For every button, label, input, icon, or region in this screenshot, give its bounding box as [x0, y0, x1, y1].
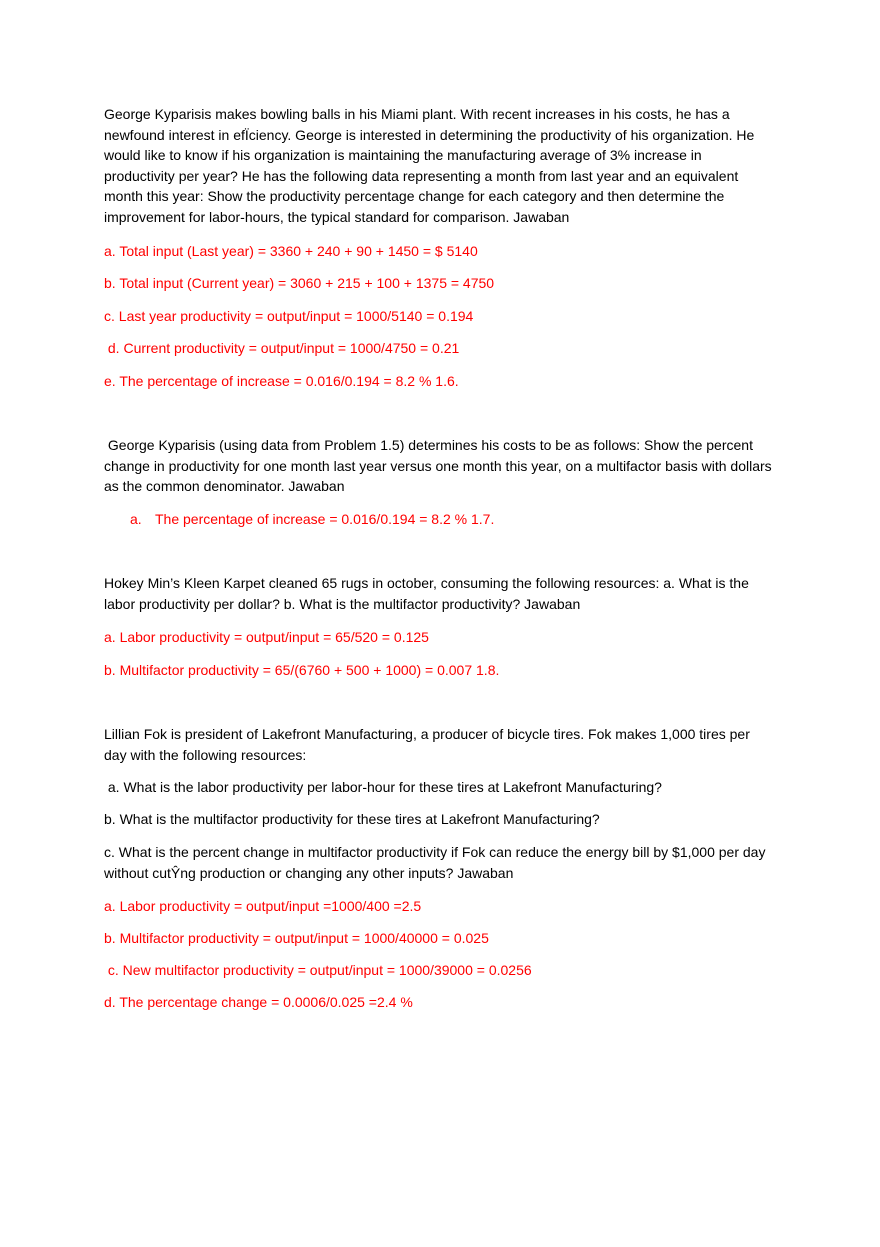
problem-3-answer-b: b. Multifactor productivity = 65/(6760 + 500 + 1000) = 0.007 1.8.	[104, 662, 500, 678]
problem-4-answer-a: a. Labor productivity = output/input =1000/400 =2.5	[104, 898, 422, 914]
problem-1-answer-a: a. Total input (Last year) = 3360 + 240 + 90 + 1450 = $ 5140	[104, 243, 478, 259]
problem-1-question: George Kyparisis makes bowling balls in his Miami plant. With recent increases in his costs, he has a newfound interest in efÏciency. George is interested in determining the productivity of his organization. He would like to know if his organization is maintaining the manufacturing average of 3% increase in productivity per year? He has the following data representing a month from last year and an equivalent month this year: Show the productivity percentage change for each category and then determine the improvement for labor-hours, the typical standard for comparison. Jawaban	[104, 106, 755, 225]
problem-4-sub-question-c: c. What is the percent change in multifactor productivity if Fok can reduce the energy bill by $1,000 per day without cutŶng production or changing any other inputs? Jawaban	[104, 844, 766, 881]
problem-1-answer-e: e. The percentage of increase = 0.016/0.194 = 8.2 % 1.6.	[104, 373, 459, 389]
problem-2-question: George Kyparisis (using data from Problem 1.5) determines his costs to be as follows: Show the percent change in productivity for one month last year versus one month this year, on a multifactor basis with dollars as the common denominator. Jawaban	[104, 437, 776, 495]
problem-1-answer-c: c. Last year productivity = output/input = 1000/5140 = 0.194	[104, 308, 474, 324]
problem-4-sub-question-a: a. What is the labor productivity per labor-hour for these tires at Lakefront Manufacturing?	[104, 779, 662, 795]
problem-2-answer-a: The percentage of increase = 0.016/0.194 = 8.2 % 1.7.	[155, 511, 495, 527]
problem-4-question: Lillian Fok is president of Lakefront Manufacturing, a producer of bicycle tires. Fok makes 1,000 tires per day with the following resources:	[104, 726, 750, 763]
problem-3-answer-a: a. Labor productivity = output/input = 65/520 = 0.125	[104, 629, 429, 645]
problem-4-answer-b: b. Multifactor productivity = output/input = 1000/40000 = 0.025	[104, 930, 489, 946]
problem-1-answer-d: d. Current productivity = output/input = 1000/4750 = 0.21	[104, 340, 460, 356]
problem-4-sub-question-b: b. What is the multifactor productivity for these tires at Lakefront Manufacturing?	[104, 811, 600, 827]
problem-1-answer-b: b. Total input (Current year) = 3060 + 215 + 100 + 1375 = 4750	[104, 275, 495, 291]
problem-4-answer-d: d. The percentage change = 0.0006/0.025 =2.4 %	[104, 994, 413, 1010]
problem-4-answer-c: c. New multifactor productivity = output/input = 1000/39000 = 0.0256	[104, 962, 532, 978]
list-marker: a.	[130, 511, 142, 527]
problem-3-question: Hokey Min’s Kleen Karpet cleaned 65 rugs in october, consuming the following resources: a. What is the labor productivity per dollar? b. What is the multifactor productivity? Jawaban	[104, 575, 749, 612]
